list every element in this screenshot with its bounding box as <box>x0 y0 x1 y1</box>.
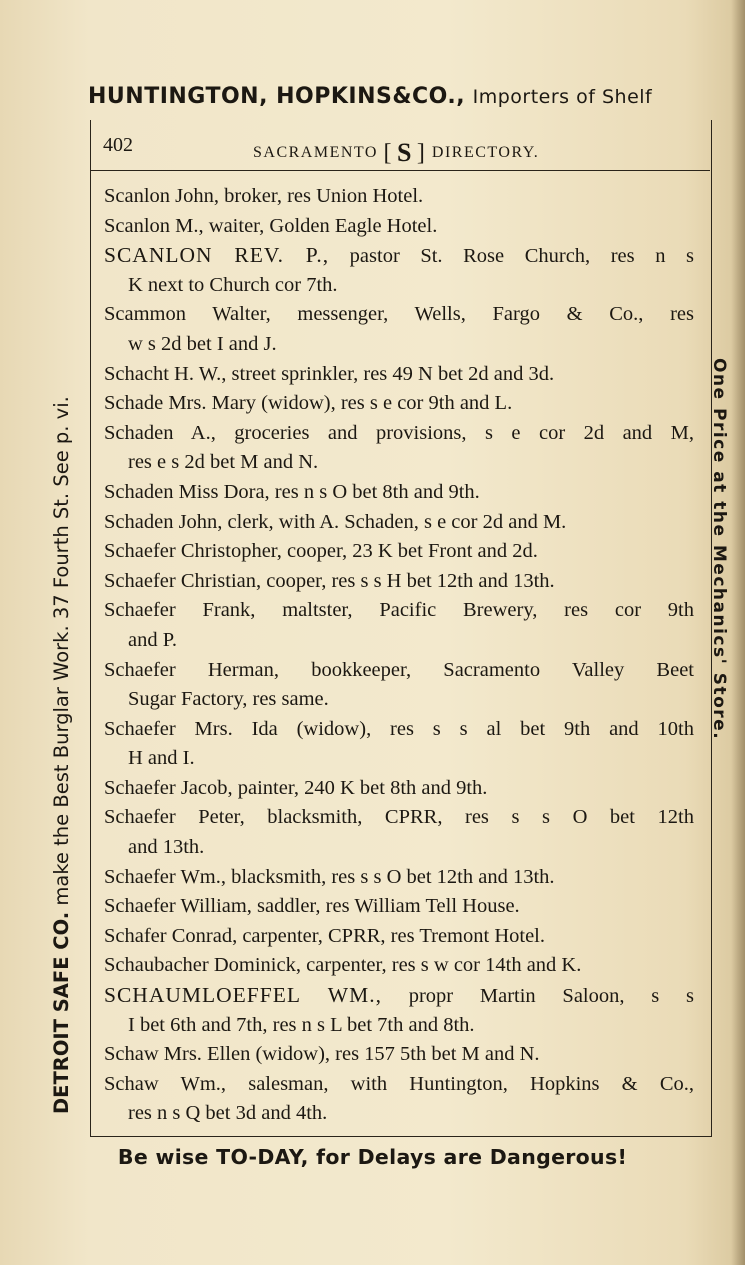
entry-text: K next to Church cor 7th. <box>128 273 338 296</box>
entry-text: Schafer Conrad, carpenter, CPRR, res Tremont Hotel. <box>104 924 545 947</box>
entry-text: Schaefer Christopher, cooper, 23 K bet Front and 2d. <box>104 540 538 563</box>
directory-entry <box>104 596 694 626</box>
entry-text: Schaden Miss Dora, res n s O bet 8th and 9th. <box>104 480 480 503</box>
entry-text: res e s 2d bet M and N. <box>128 451 319 474</box>
entry-text: Schaefer Peter, blacksmith, CPRR, res s s O bet 12th <box>104 806 694 829</box>
entry-text: Schacht H. W., street sprinkler, res 49 N bet 2d and 3d. <box>104 362 555 385</box>
entry-text: Schaefer Mrs. Ida (widow), res s s al bet 9th and 10th <box>104 717 694 740</box>
entry-text: Schaefer Frank, maltster, Pacific Brewery, res cor 9th <box>104 599 694 622</box>
directory-entry-continuation <box>104 833 694 863</box>
entry-text: Schaubacher Dominick, carpenter, res s w cor 14th and K. <box>104 954 582 977</box>
running-head-bracket-open: [ <box>383 140 393 166</box>
directory-entry <box>104 389 694 419</box>
left-ad-firm: DETROIT SAFE CO. <box>50 911 73 1114</box>
left-advertisement <box>44 124 80 1114</box>
entry-text: Scanlon John, broker, res Union Hotel. <box>104 185 424 207</box>
top-ad-tagline: Importers of Shelf <box>472 86 653 108</box>
bottom-advertisement: Be wise TO-DAY, for Delays are Dangerous! <box>117 1145 628 1169</box>
directory-entry-continuation <box>104 1099 694 1129</box>
directory-entry <box>104 182 694 212</box>
entry-text: and 13th. <box>128 836 205 859</box>
directory-entry <box>104 1040 694 1070</box>
entry-text: H and I. <box>128 747 195 770</box>
entry-text: Schaw Mrs. Ellen (widow), res 157 5th bet M and N. <box>104 1043 540 1066</box>
directory-entry <box>104 360 694 390</box>
entry-text: Schaefer Herman, bookkeeper, Sacramento Valley Beet <box>104 658 694 681</box>
section-letter: S <box>396 138 413 167</box>
entry-text: Schaefer Christian, cooper, res s s H bet 12th and 13th. <box>104 569 555 592</box>
page-number: 402 <box>103 134 133 156</box>
entry-name-caps: SCHAUMLOEFFEL WM., <box>104 983 382 1008</box>
directory-entry-continuation <box>104 1011 694 1041</box>
running-head-title <box>253 138 539 168</box>
directory-entry <box>104 567 694 597</box>
directory-entry <box>104 803 694 833</box>
entry-text: res n s Q bet 3d and 4th. <box>128 1102 328 1125</box>
running-head-city: SACRAMENTO <box>253 144 378 161</box>
directory-entry <box>104 241 694 271</box>
left-ad-text: make the Best Burglar Work. 37 Fourth St. See p. vi. <box>50 396 73 906</box>
directory-entry-continuation <box>104 448 694 478</box>
entry-text: Scanlon M., waiter, Golden Eagle Hotel. <box>104 214 438 237</box>
directory-entry <box>104 863 694 893</box>
right-advertisement: One Price at the Mechanics' Store. <box>709 358 729 741</box>
header-rule <box>90 170 710 171</box>
directory-entry <box>104 715 694 745</box>
directory-entries <box>104 182 694 1129</box>
running-head-bracket-close: ] <box>416 140 427 166</box>
directory-entry <box>104 774 694 804</box>
directory-entry <box>104 981 694 1011</box>
directory-entry <box>104 300 694 330</box>
entry-name-caps: SCANLON REV. P., <box>104 243 330 268</box>
entry-text: Scammon Walter, messenger, Wells, Fargo & Co., res <box>104 303 694 326</box>
entry-text: Schaefer William, saddler, res William Tell House. <box>104 895 520 918</box>
directory-entry <box>104 951 694 981</box>
directory-entry <box>104 922 694 952</box>
running-header <box>103 132 703 168</box>
directory-entry-continuation <box>104 685 694 715</box>
top-advertisement <box>88 84 728 109</box>
entry-text: Schaden A., groceries and provisions, s e cor 2d and M, <box>104 421 694 444</box>
running-head-directory: DIRECTORY. <box>431 144 540 161</box>
directory-entry <box>104 212 694 242</box>
directory-entry <box>104 537 694 567</box>
entry-text: Schade Mrs. Mary (widow), res s e cor 9th and L. <box>104 392 513 415</box>
directory-entry-continuation <box>104 271 694 301</box>
directory-entry-continuation <box>104 330 694 360</box>
entry-text: Schaefer Jacob, painter, 240 K bet 8th and 9th. <box>104 776 488 799</box>
directory-entry-continuation <box>104 626 694 656</box>
directory-entry <box>104 892 694 922</box>
directory-entry <box>104 478 694 508</box>
entry-text: Schaw Wm., salesman, with Huntington, Hopkins & Co., <box>104 1072 694 1095</box>
entry-text: propr Martin Saloon, s s <box>381 985 694 1008</box>
entry-text: Sugar Factory, res same. <box>128 688 329 711</box>
entry-text: and P. <box>128 628 177 651</box>
directory-entry <box>104 419 694 449</box>
entry-text: Schaefer Wm., blacksmith, res s s O bet 12th and 13th. <box>104 865 555 888</box>
entry-text: w s 2d bet I and J. <box>128 332 277 355</box>
entry-text: pastor St. Rose Church, res n s <box>329 245 694 268</box>
directory-entry <box>104 508 694 538</box>
top-ad-firm: HUNTINGTON, HOPKINS&CO., <box>88 84 466 109</box>
entry-text: I bet 6th and 7th, res n s L bet 7th and 8th. <box>128 1013 475 1036</box>
directory-entry <box>104 656 694 686</box>
entry-text: Schaden John, clerk, with A. Schaden, s e cor 2d and M. <box>104 510 567 533</box>
directory-entry <box>104 1070 694 1100</box>
directory-entry-continuation <box>104 744 694 774</box>
